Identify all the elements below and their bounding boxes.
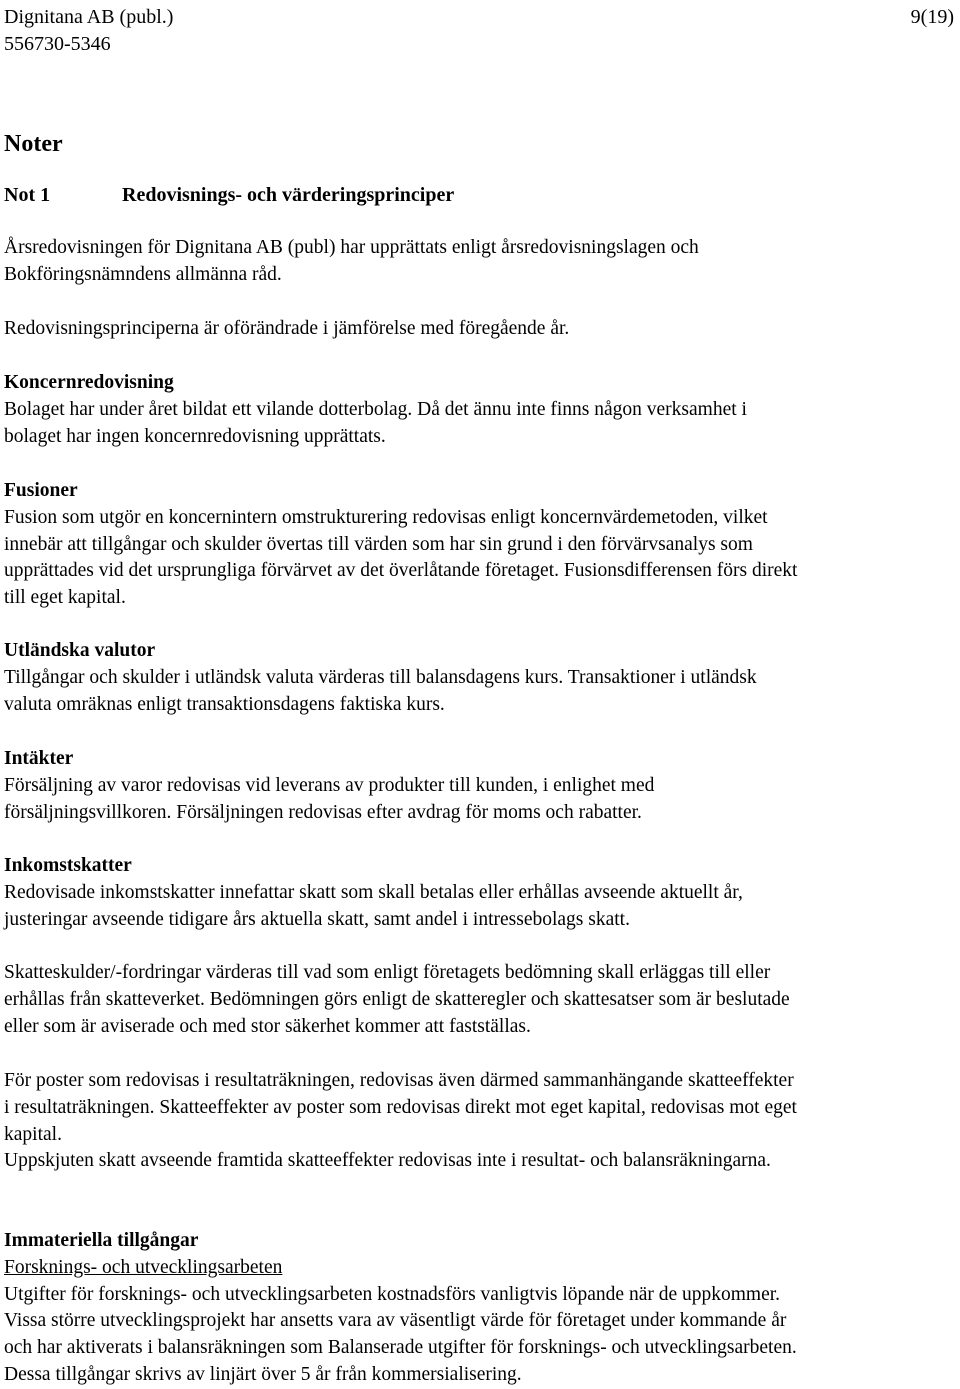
company-name: Dignitana AB (publ.) xyxy=(4,6,174,28)
section-fusioner xyxy=(4,478,956,612)
text-line: till eget kapital. xyxy=(4,587,126,609)
section-heading: Immateriella tillgångar xyxy=(4,1230,199,1251)
text-line: valuta omräknas enligt transaktionsdagens faktiska kurs. xyxy=(4,693,445,715)
text-line: Redovisade inkomstskatter innefattar skatt som skall betalas eller erhållas avseende aktuellt år, xyxy=(4,881,743,903)
text-line: justeringar avseende tidigare års aktuella skatt, samt andel i intressebolags skatt. xyxy=(4,908,630,930)
section-inkomstskatter xyxy=(4,853,956,933)
section-heading: Koncernredovisning xyxy=(4,372,174,393)
section-immateriella-tillgangar xyxy=(4,1228,956,1389)
section-koncernredovisning xyxy=(4,370,956,450)
section-heading: Fusioner xyxy=(4,480,78,501)
text-line: Utgifter för forsknings- och utvecklingsarbeten kostnadsförs vanligtvis löpande när de uppkommer. xyxy=(4,1283,781,1305)
text-line: eller som är aviserade och med stor säkerhet kommer att fastställas. xyxy=(4,1015,531,1037)
text-line: Redovisningsprinciperna är oförändrade i jämförelse med föregående år. xyxy=(4,318,570,339)
text-line: upprättades vid det ursprungliga förvärvet av det överlåtande företaget. Fusionsdifferensen förs direkt xyxy=(4,560,798,582)
intro-paragraph-2 xyxy=(4,316,956,343)
section-heading: Utländska valutor xyxy=(4,640,156,661)
text-line: Bolaget har under året bildat ett vilande dotterbolag. Då det ännu inte finns någon verksamhet i xyxy=(4,398,747,420)
text-line: Årsredovisningen för Dignitana AB (publ) har upprättats enligt årsredovisningslagen och xyxy=(4,237,699,258)
text-line: Fusion som utgör en koncernintern omstrukturering redovisas enligt koncernvärdemetoden, vilket xyxy=(4,506,768,528)
page-number: 9(19) xyxy=(910,6,954,28)
section-title: Noter xyxy=(4,131,63,157)
paragraph-uppskjuten-skatt xyxy=(4,1148,956,1175)
note-number: Not 1 xyxy=(4,184,51,206)
text-line: Dessa tillgångar skrivs av linjärt över 5 år från kommersialisering. xyxy=(4,1363,522,1385)
note-title: Redovisnings- och värderingsprinciper xyxy=(122,184,455,206)
page-header-left xyxy=(4,4,173,58)
text-line: Uppskjuten skatt avseende framtida skatteeffekter redovisas inte i resultat- och balansräkningarna. xyxy=(4,1150,771,1171)
text-line: Vissa större utvecklingsprojekt har ansetts vara av väsentligt värde för företaget under kommande år xyxy=(4,1310,787,1332)
text-line: erhållas från skatteverket. Bedömningen görs enligt de skatteregler och skattesatser som är beslutade xyxy=(4,988,790,1010)
paragraph-skatteskulder xyxy=(4,960,956,1040)
section-heading: Intäkter xyxy=(4,748,74,769)
text-line: och har aktiverats i balansräkningen som Balanserade utgifter för forsknings- och utvecklingsarbeten. xyxy=(4,1337,797,1359)
text-line: kapital. xyxy=(4,1123,62,1145)
text-line: innebär att tillgångar och skulder övertas till värden som har sin grund i den förvärvsanalys som xyxy=(4,533,753,555)
text-line: Tillgångar och skulder i utländsk valuta värderas till balansdagens kurs. Transaktioner i utländsk xyxy=(4,666,757,688)
intro-paragraph xyxy=(4,235,956,289)
org-number: 556730-5346 xyxy=(4,33,111,55)
sub-heading: Forsknings- och utvecklingsarbeten xyxy=(4,1256,283,1278)
section-heading: Inkomstskatter xyxy=(4,855,132,876)
section-utlandska-valutor xyxy=(4,638,956,718)
text-line: För poster som redovisas i resultaträkningen, redovisas även därmed sammanhängande skatteeffekter xyxy=(4,1070,794,1091)
text-line: Försäljning av varor redovisas vid leverans av produkter till kunden, i enlighet med xyxy=(4,774,655,796)
paragraph-skatteeffekter xyxy=(4,1068,956,1148)
text-line: bolaget har ingen koncernredovisning upprättats. xyxy=(4,425,386,447)
text-line: försäljningsvillkoren. Försäljningen redovisas efter avdrag för moms och rabatter. xyxy=(4,801,642,823)
text-line: Bokföringsnämndens allmänna råd. xyxy=(4,263,282,285)
section-intakter xyxy=(4,746,956,826)
text-line: i resultaträkningen. Skatteeffekter av poster som redovisas direkt mot eget kapital, redovisas mot eget xyxy=(4,1096,797,1118)
text-line: Skatteskulder/-fordringar värderas till vad som enligt företagets bedömning skall erläggas till eller xyxy=(4,962,771,983)
